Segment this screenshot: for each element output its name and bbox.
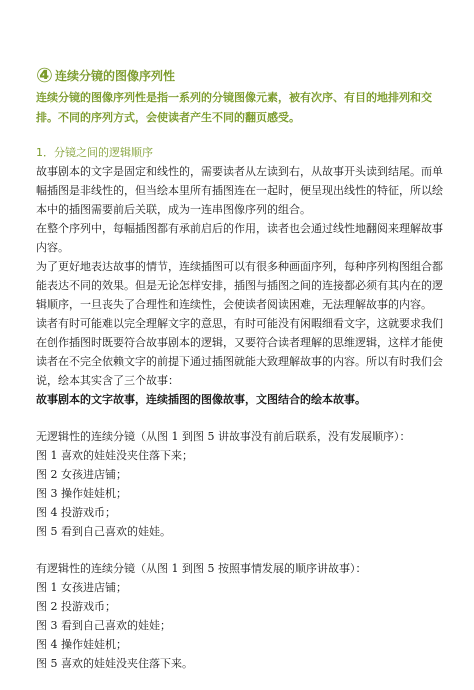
body-text xyxy=(36,162,446,673)
list-item: 图 1 喜欢的娃娃没夹住落下来； xyxy=(36,449,193,462)
list-title-ordered: 有逻辑性的连续分镜（从图 1 到图 5 按照事情发展的顺序讲故事）： xyxy=(36,562,367,575)
paragraph: 为了更好地表达故事的情节，连续插图可以有很多种画面序列，每种序列构图组合都能表达不同的效果。但是无论怎样安排，插图与插图之间的连接都必须有其内在的逻辑顺序，一旦丧失了合理性和连续性，会使读者阅读困难，无法理解故事的内容。 xyxy=(36,260,443,311)
section-intro: 连续分镜的图像序列性是指一系列的分镜图像元素，被有次序、有目的地排列和交排。不同的序列方式，会使读者产生不同的翻页感受。 xyxy=(36,91,432,124)
bold-summary-line: 故事剧本的文字故事，连续插图的图像故事，文图结合的绘本故事。 xyxy=(36,393,366,406)
section-title-text: 连续分镜的图像序列性 xyxy=(54,68,175,83)
paragraph: 读者有时可能难以完全理解文字的意思，有时可能没有闲暇细看文字，这就要求我们在创作插图时既要符合故事剧本的逻辑，又要符合读者理解的思维逻辑，这样才能使读者在不完全依赖文字的前提下通过插图就能大致理解故事的内容。所以有时我们会说，绘本其实含了三个故事： xyxy=(36,317,443,387)
list-item: 图 3 看到自己喜欢的娃娃； xyxy=(36,619,171,632)
spacer xyxy=(36,541,446,559)
list-item: 图 5 看到自己喜欢的娃娃。 xyxy=(36,525,171,538)
list-item: 图 3 操作娃娃机； xyxy=(36,487,127,500)
list-item: 图 4 投游戏币； xyxy=(36,506,116,519)
list-item: 图 5 喜欢的娃娃没夹住落下来。 xyxy=(36,657,193,670)
section-title xyxy=(36,64,175,86)
list-item: 图 2 投游戏币； xyxy=(36,600,116,613)
subsection-heading: 1．分镜之间的逻辑顺序 xyxy=(36,146,153,159)
paragraph: 故事剧本的文字是固定和线性的，需要读者从左读到右，从故事开头读到结尾。而单幅插图是非线性的，但当绘本里所有插图连在一起时，便呈现出线性的特征，所以绘本中的插图需要前后关联，成为一连串图像序列的组合。 xyxy=(36,165,443,216)
list-item: 图 2 女孩进店铺； xyxy=(36,468,127,481)
paragraph: 在整个序列中，每幅插图都有承前启后的作用，读者也会通过线性地翻阅来理解故事内容。 xyxy=(36,222,443,254)
list-item: 图 4 操作娃娃机； xyxy=(36,638,127,651)
spacer xyxy=(36,409,446,427)
list-title-unordered: 无逻辑性的连续分镜（从图 1 到图 5 讲故事没有前后联系，没有发展顺序）： xyxy=(36,430,411,443)
list-item: 图 1 女孩进店铺； xyxy=(36,581,127,594)
section-number: ④ xyxy=(36,63,53,87)
